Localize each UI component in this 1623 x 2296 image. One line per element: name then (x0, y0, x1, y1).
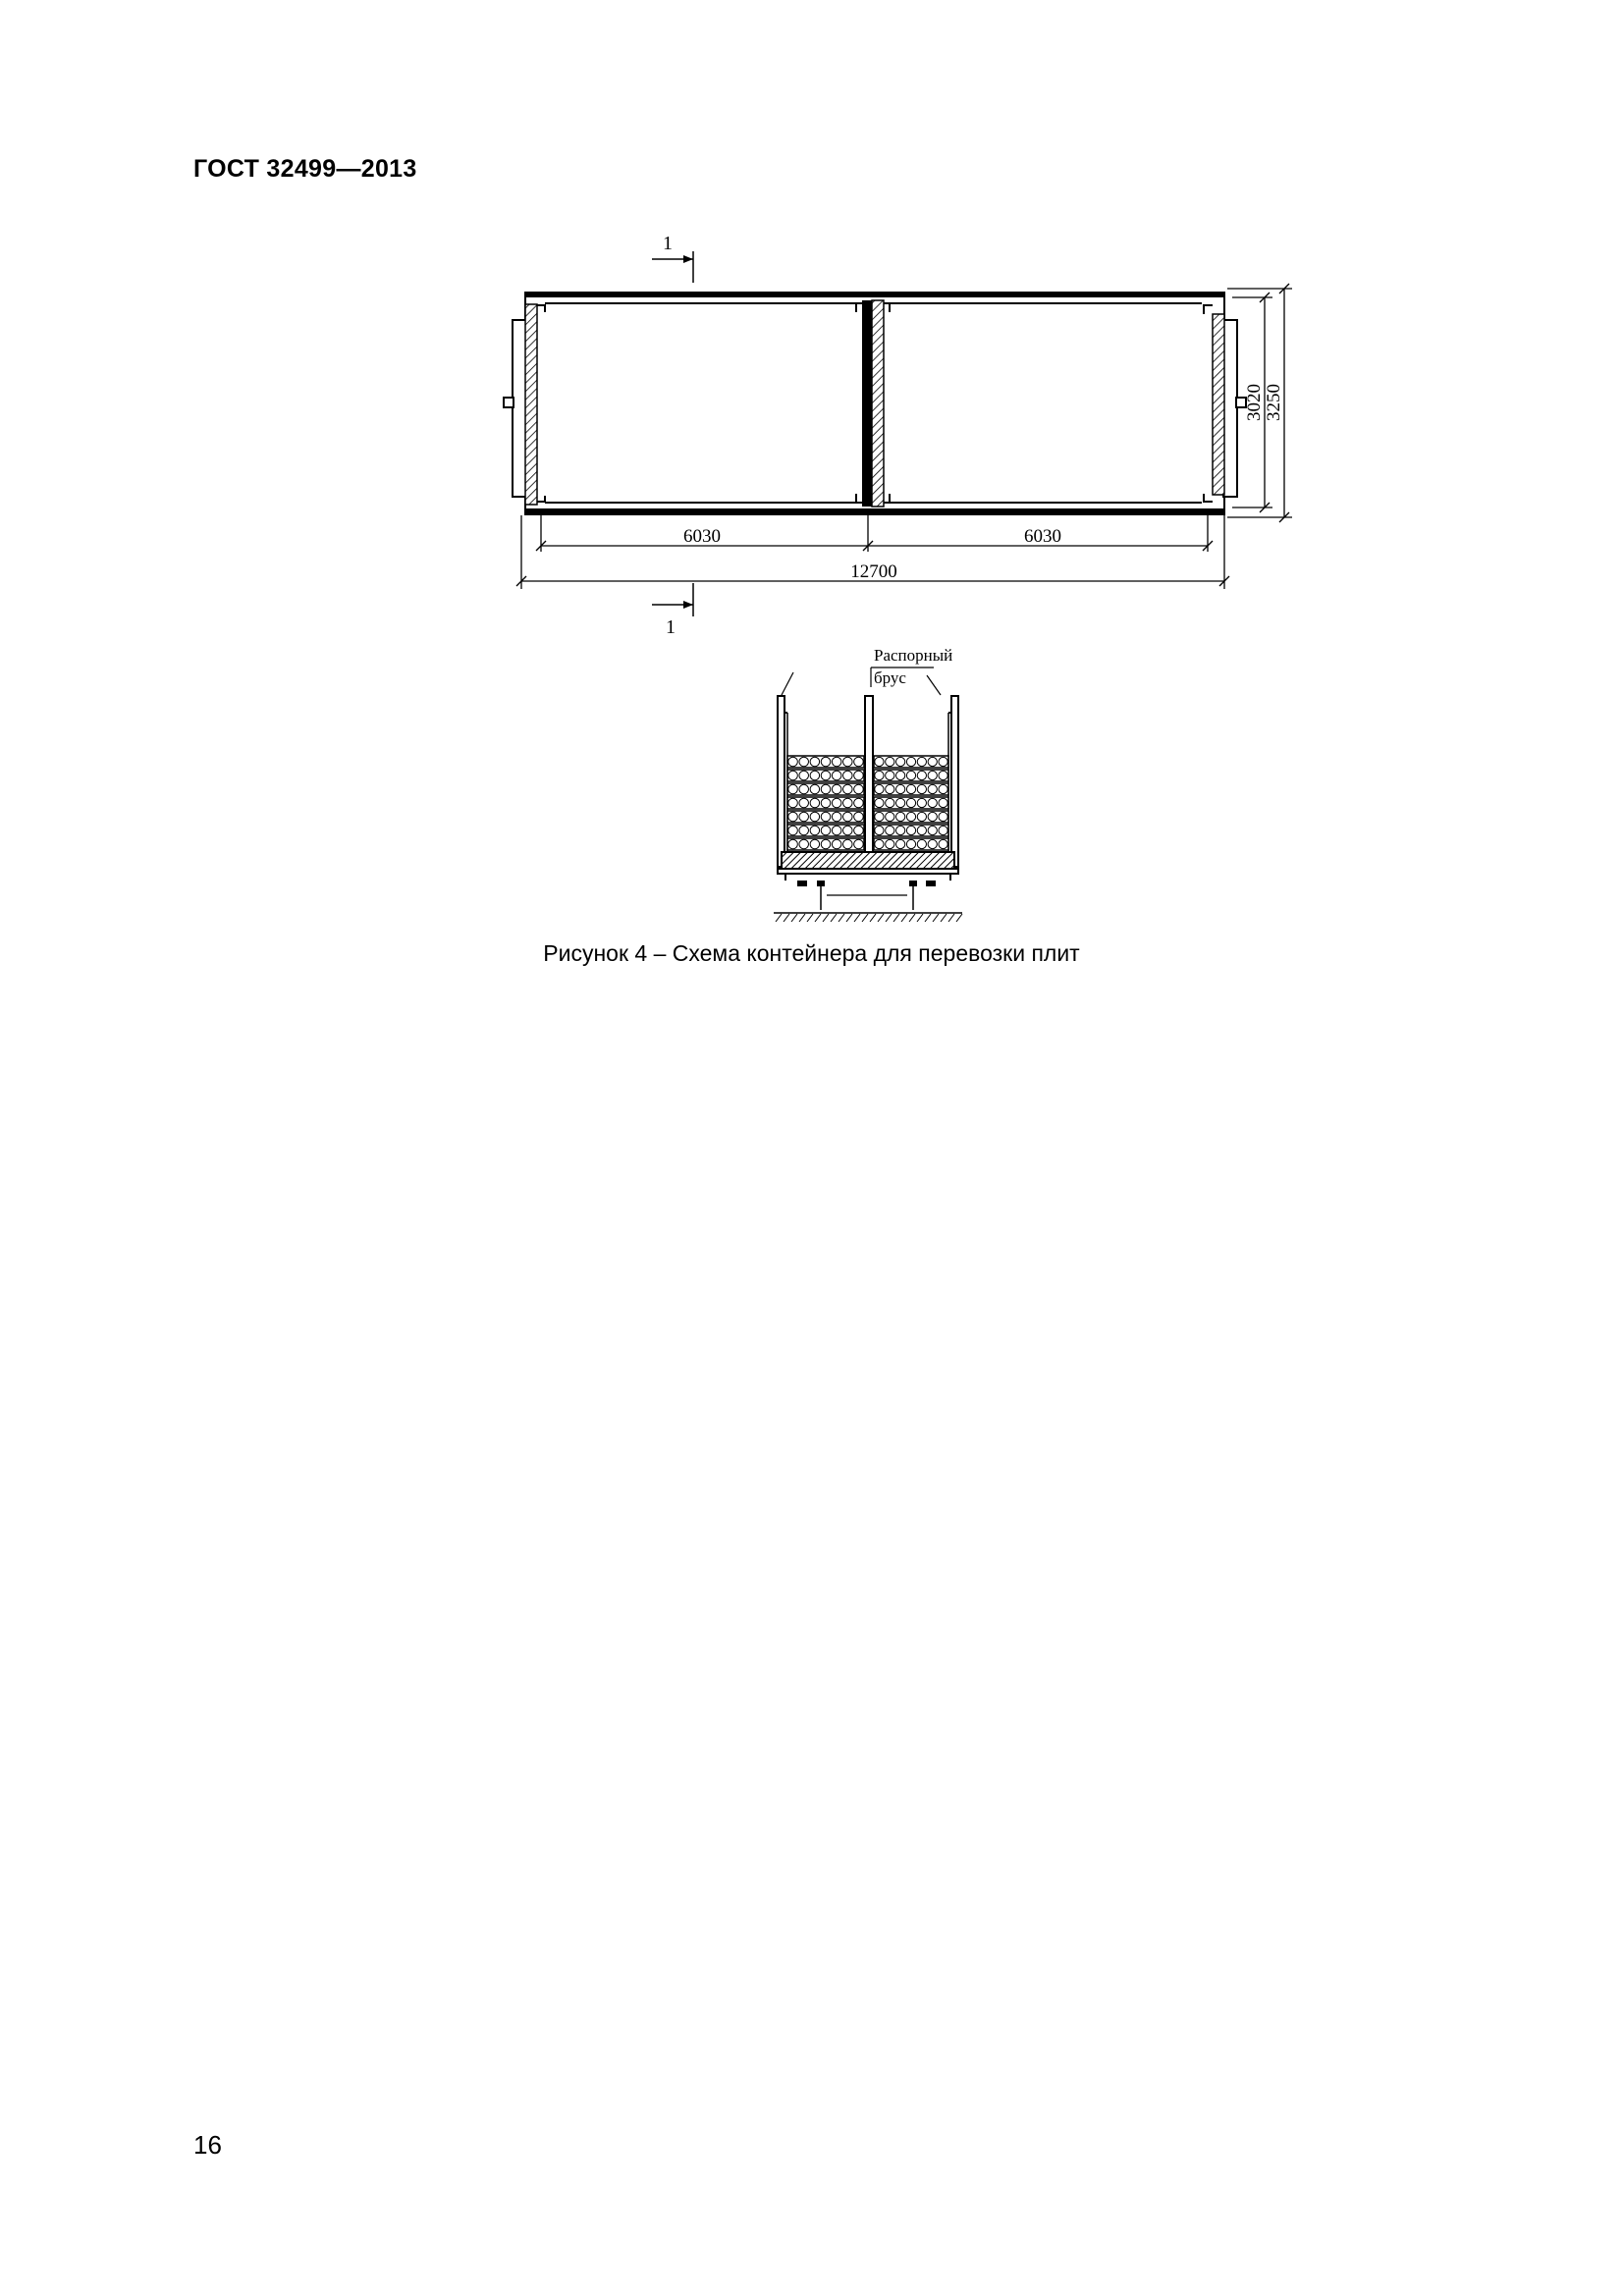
ground-hatch-line (854, 914, 860, 922)
container-floor (782, 852, 954, 869)
ground-hatch-line (956, 914, 962, 922)
left-end-wall (525, 304, 537, 505)
ground-hatch-line (831, 914, 837, 922)
callout-leader-right (927, 675, 941, 695)
ground-hatch-line (815, 914, 821, 922)
slab-stack-left (787, 756, 864, 850)
ground-hatch-line (925, 914, 931, 922)
callout-line1: Распорный (874, 646, 953, 665)
callout-line2: брус (874, 668, 906, 687)
dim-compartments (536, 515, 1213, 552)
ground-hatch-line (870, 914, 876, 922)
dim-overall-length-label: 12700 (850, 561, 897, 582)
spacer-beam (865, 696, 873, 857)
partition-beam (872, 300, 884, 507)
right-door-panel (1223, 320, 1237, 497)
right-side-post (951, 696, 958, 867)
ground-hatch-line (776, 914, 782, 922)
ground-hatch-line (823, 914, 829, 922)
top-rail (525, 292, 1224, 297)
dim-outer-width: 3250 (1264, 384, 1284, 421)
ground-hatch-line (917, 914, 923, 922)
ground-hatch-line (846, 914, 852, 922)
bottom-rail (525, 508, 1224, 515)
ground-hatch-line (948, 914, 954, 922)
ground-hatch-line (799, 914, 805, 922)
dim-left-compartment: 6030 (683, 526, 721, 547)
left-door-panel (513, 320, 526, 497)
ground-hatch-line (941, 914, 947, 922)
left-latch (504, 398, 514, 407)
ground-hatch-line (901, 914, 907, 922)
dim-right-compartment: 6030 (1024, 526, 1061, 547)
section-mark-top: 1 (663, 233, 673, 254)
ground-hatch-line (893, 914, 899, 922)
left-side-post (778, 696, 784, 867)
ground-hatch (776, 914, 962, 922)
plan-view (504, 233, 1292, 638)
section-cut-top (652, 233, 693, 283)
ground-hatch-line (933, 914, 939, 922)
slab-stack-right (874, 756, 948, 850)
ground-hatch-line (878, 914, 884, 922)
section-mark-bottom: 1 (666, 616, 676, 638)
figure-caption: Рисунок 4 – Схема контейнера для перевозки плит (543, 940, 1080, 966)
document-header: ГОСТ 32499—2013 (193, 155, 417, 183)
ground-hatch-line (886, 914, 892, 922)
ground-hatch-line (839, 914, 844, 922)
section-cut-bottom (652, 583, 693, 638)
right-end-wall (1213, 314, 1224, 495)
page-number: 16 (193, 2130, 222, 2160)
ground-hatch-line (784, 914, 789, 922)
ground-hatch-line (909, 914, 915, 922)
ground-hatch-line (862, 914, 868, 922)
partition-post (862, 300, 872, 507)
ground-hatch-line (791, 914, 797, 922)
callout-leader-left (782, 672, 793, 695)
ground-hatch-line (807, 914, 813, 922)
section-view (774, 646, 962, 922)
dim-inner-width: 3020 (1244, 384, 1265, 421)
